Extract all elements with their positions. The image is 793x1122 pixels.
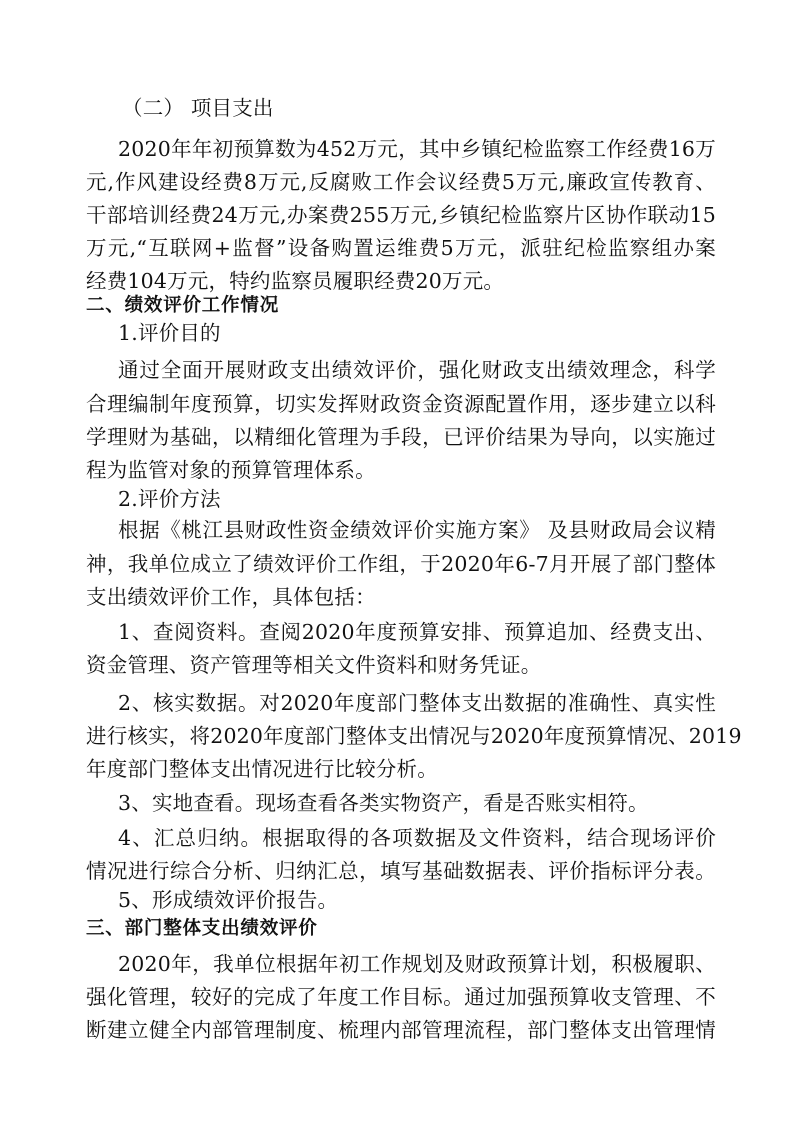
list-item-line: 4、汇总归纳。根据取得的各项数据及文件资料，结合现场评价	[118, 826, 716, 850]
section-heading-project-expenditure: （二） 项目支出	[122, 96, 274, 120]
paragraph-line: 干部培训经费24万元,办案费255万元,乡镇纪检监察片区协作联动15	[86, 203, 716, 227]
paragraph-line: 元,作风建设经费8万元,反腐败工作会议经费5万元,廉政宣传教育、	[86, 170, 716, 194]
paragraph-line: 2020年，我单位根据年初工作规划及财政预算计划，积极履职、	[118, 952, 716, 976]
list-item-line: 进行核实，将2020年度部门整体支出情况与2020年度预算情况、2019	[86, 724, 742, 748]
paragraph-line: 学理财为基础，以精细化管理为手段，已评价结果为导向，以实施过	[86, 425, 716, 449]
paragraph-line: 断建立健全内部管理制度、梳理内部管理流程，部门整体支出管理情	[86, 1018, 716, 1042]
paragraph-line: 合理编制年度预算，切实发挥财政资金资源配置作用，逐步建立以科	[86, 392, 716, 416]
subheading-evaluation-purpose: 1.评价目的	[118, 321, 221, 345]
paragraph-line: 支出绩效评价工作，具体包括：	[86, 585, 376, 609]
list-item-line: 资金管理、资产管理等相关文件资料和财务凭证。	[86, 653, 542, 677]
list-item-line: 年度部门整体支出情况进行比较分析。	[86, 757, 438, 781]
section-heading-evaluation-work: 二、绩效评价工作情况	[86, 295, 280, 316]
paragraph-line: 神，我单位成立了绩效评价工作组，于2020年6-7月开展了部门整体	[86, 552, 716, 576]
paragraph-line: 通过全面开展财政支出绩效评价，强化财政支出绩效理念，科学	[118, 358, 716, 382]
paragraph-line: 强化管理，较好的完成了年度工作目标。通过加强预算收支管理、不	[86, 985, 716, 1009]
section-heading-department-expenditure: 三、部门整体支出绩效评价	[86, 918, 318, 939]
list-item-line: 2、核实数据。对2020年度部门整体支出数据的准确性、真实性	[118, 691, 716, 715]
list-item-line: 3、实地查看。现场查看各类实物资产，看是否账实相符。	[118, 791, 649, 815]
paragraph-line: 2020年年初预算数为452万元，其中乡镇纪检监察工作经费16万	[118, 137, 716, 161]
list-item-line: 1、查阅资料。查阅2020年度预算安排、预算追加、经费支出、	[118, 620, 716, 644]
paragraph-line: 根据《桃江县财政性资金绩效评价实施方案》 及县财政局会议精	[118, 518, 716, 542]
subheading-evaluation-method: 2.评价方法	[118, 487, 221, 511]
list-item-line: 5、形成绩效评价报告。	[118, 888, 339, 912]
paragraph-line: 经费104万元，特约监察员履职经费20万元。	[86, 269, 505, 293]
list-item-line: 情况进行综合分析、归纳汇总，填写基础数据表、评价指标评分表。	[86, 859, 716, 883]
paragraph-line: 程为监管对象的预算管理体系。	[86, 458, 376, 482]
paragraph-line: 万元,“互联网+监督”设备购置运维费5万元，派驻纪检监察组办案	[86, 236, 716, 260]
